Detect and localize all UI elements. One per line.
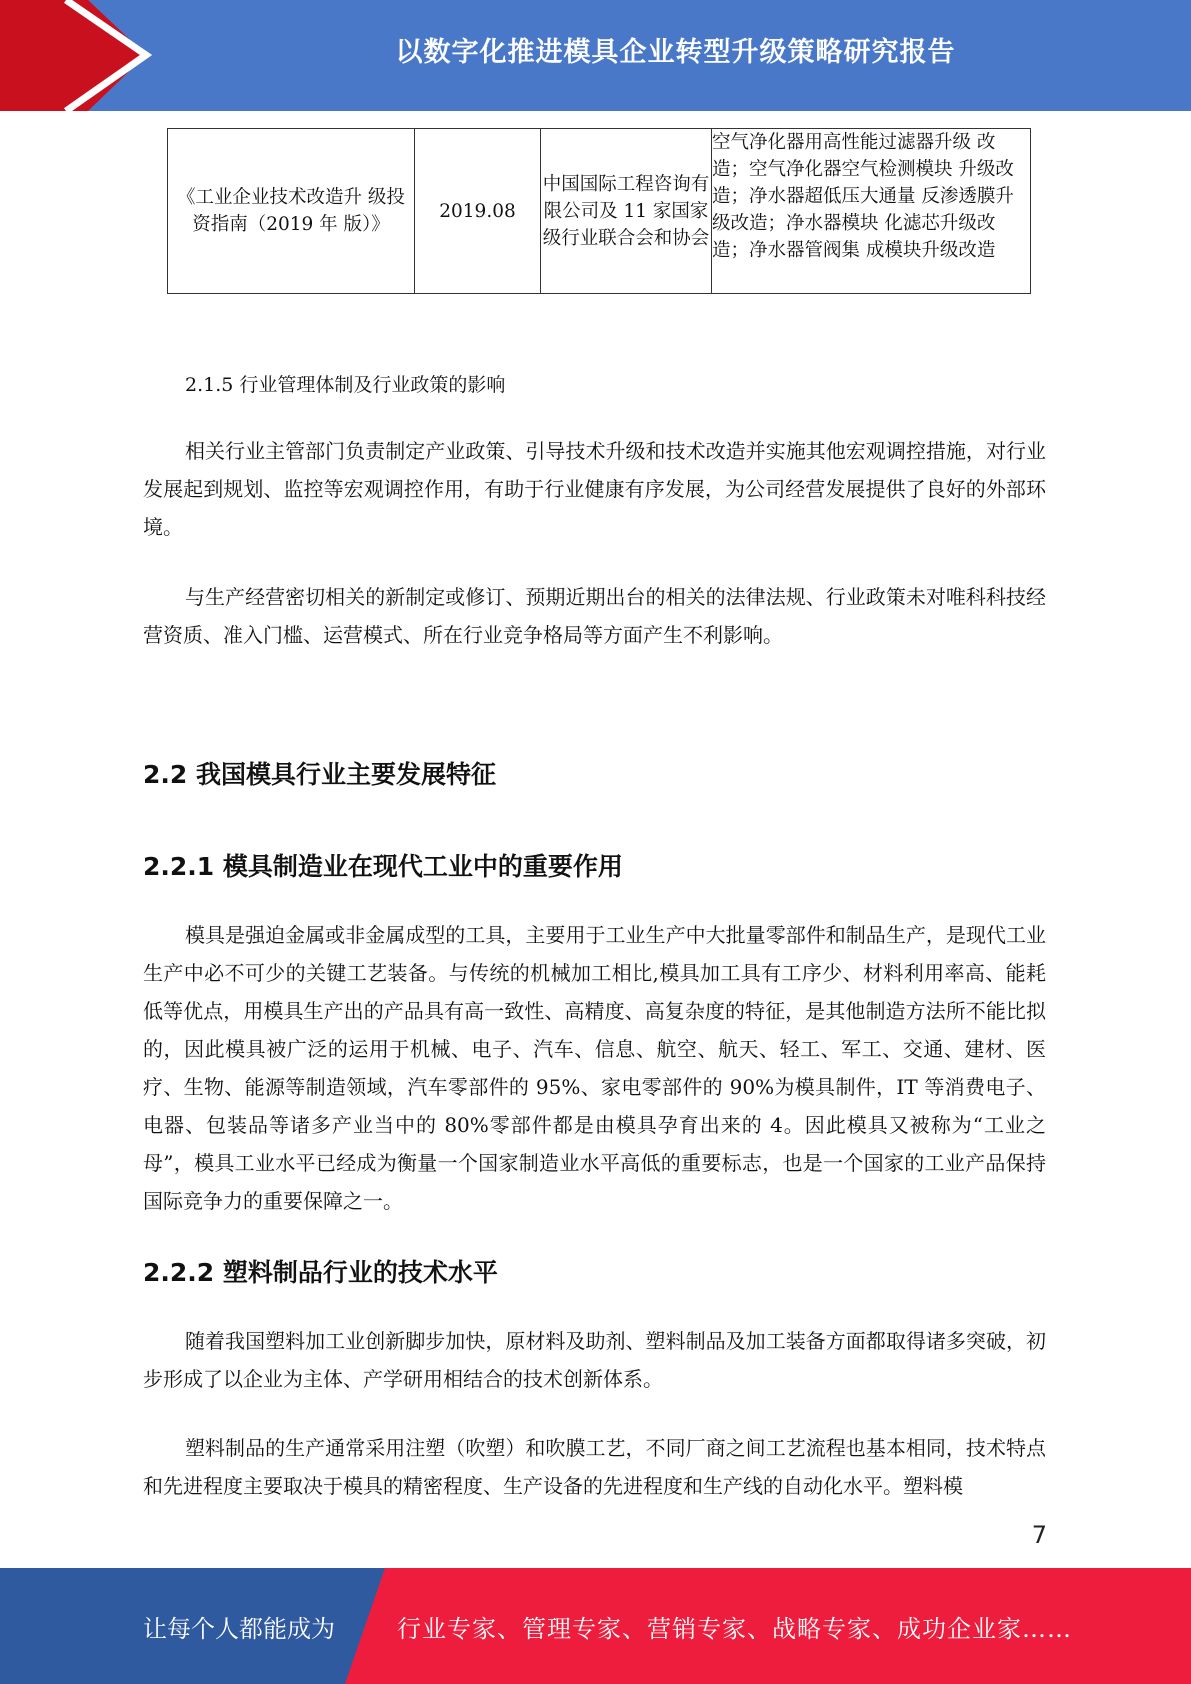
- section-2-2-heading: 2.2 我国模具行业主要发展特征: [143, 760, 496, 789]
- page-header: [0, 0, 1191, 111]
- policy-table: [167, 128, 1031, 294]
- policy-name-cell: 《工业企业技术改造升 级投资指南（2019 年 版）》: [168, 129, 415, 294]
- section-2-2-2-paragraph-2: 塑料制品的生产通常采用注塑（吹塑）和吹膜工艺，不同厂商之间工艺流程也基本相同，技术特点和先进程度主要取决于模具的精密程度、生产设备的先进程度和生产线的自动化水平。塑料模: [143, 1436, 1046, 1498]
- section-2-2-2-paragraph-1: 随着我国塑料加工业创新脚步加快，原材料及助剂、塑料制品及加工装备方面都取得诸多突破，初步形成了以企业为主体、产学研用相结合的技术创新体系。: [143, 1329, 1046, 1391]
- header-arrow-icon: [0, 0, 160, 111]
- page-number: 7: [1031, 1521, 1047, 1549]
- footer-slogan-right: 行业专家、管理专家、营销专家、战略专家、成功企业家……: [397, 1614, 1072, 1643]
- section-2-1-5-heading: 2.1.5 行业管理体制及行业政策的影响: [185, 374, 506, 396]
- section-2-1-5-paragraph-1: 相关行业主管部门负责制定产业政策、引导技术升级和技术改造并实施其他宏观调控措施，对行业发展起到规划、监控等宏观调控作用，有助于行业健康有序发展，为公司经营发展提供了良好的外部环境。: [143, 439, 1046, 539]
- section-2-2-1-heading: 2.2.1 模具制造业在现代工业中的重要作用: [143, 852, 623, 881]
- table-row: [168, 129, 1031, 294]
- footer-slogan-left: 让每个人都能成为: [143, 1614, 335, 1643]
- section-2-2-1-paragraph: 模具是强迫金属或非金属成型的工具，主要用于工业生产中大批量零部件和制品生产，是现代工业生产中必不可少的关键工艺装备。与传统的机械加工相比,模具加工具有工序少、材料利用率高、能耗低等优点，用模具生产出的产品具有高一致性、高精度、高复杂度的特征，是其他制造方法所不能比拟的，因此模具被广泛的运用于机械、电子、汽车、信息、航空、航天、轻工、军工、交通、建材、医疗、生物、能源等制造领域，汽车零部件的 95%、家电零部件的 90%为模具制件，IT 等消费电子、电器、包装品等诸多产业当中的 80%零部件都是由模具孕育出来的 4。因此模具又被称为“工业之母”，模具工业水平已经成为衡量一个国家制造业水平高低的重要标志，也是一个国家的工业产品保持国际竞争力的重要保障之一。: [143, 923, 1046, 1213]
- page-footer: [0, 1568, 1191, 1684]
- report-title: 以数字化推进模具企业转型升级策略研究报告: [395, 37, 956, 68]
- section-2-2-2-heading: 2.2.2 塑料制品行业的技术水平: [143, 1258, 498, 1287]
- policy-content-cell: 空气净化器用高性能过滤器升级 改造；空气净化器空气检测模块 升级改造；净水器超低压大通量 反渗透膜升级改造；净水器模块 化滤芯升级改造；净水器管阀集 成模块升级改造: [712, 129, 1031, 294]
- policy-issuer-cell: 中国国际工程咨询有限公司及 11 家国家级行业联合会和协会: [541, 129, 712, 294]
- policy-date-cell: 2019.08: [415, 129, 541, 294]
- section-2-1-5-paragraph-2: 与生产经营密切相关的新制定或修订、预期近期出台的相关的法律法规、行业政策未对唯科科技经营资质、准入门槛、运营模式、所在行业竞争格局等方面产生不利影响。: [143, 585, 1046, 647]
